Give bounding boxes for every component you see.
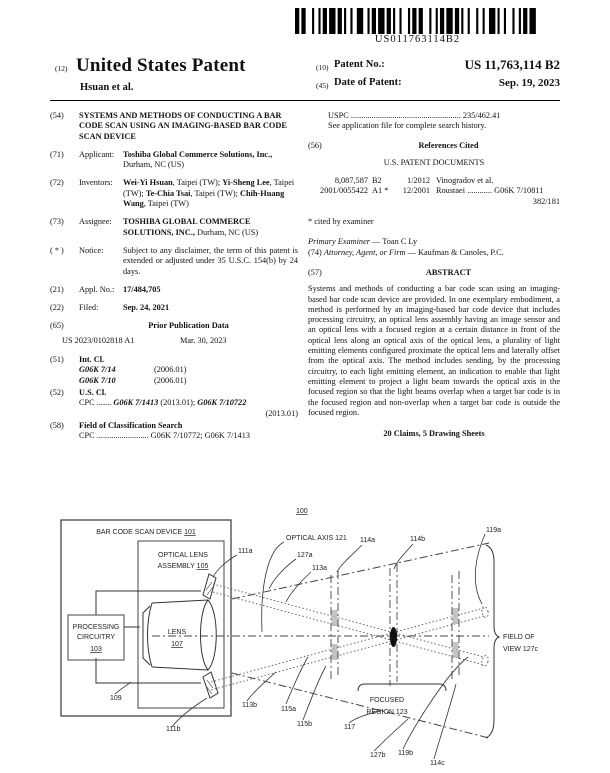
lens-label: LENS [167, 629, 187, 636]
barcode-number: US011763114B2 [374, 34, 461, 45]
section-field-of-search-58 [50, 421, 298, 442]
target-plane-114a [331, 571, 338, 680]
focused-region-brace [358, 684, 446, 691]
leader-114c [434, 684, 456, 759]
ref-date: 1/2012 [406, 176, 430, 186]
leader-114a [337, 545, 362, 572]
section-assignee-73 [50, 217, 298, 238]
fov-upper-edge-line [232, 543, 489, 599]
barcode [295, 8, 540, 45]
wire-to-bottom-led [96, 658, 201, 683]
references-heading: References Cited [418, 140, 479, 150]
field-of-view-label-line1: FIELD OF [503, 634, 535, 641]
patent-drawing [0, 500, 610, 773]
prior-pub-entry [62, 336, 298, 346]
reference-row [308, 186, 560, 196]
page-title: United States Patent [76, 55, 246, 76]
plane-lines [452, 571, 459, 680]
assembly-label-line2: ASSEMBLY 105 [157, 563, 209, 570]
ref-label-114b: 114b [410, 536, 426, 543]
leader-127b [374, 719, 408, 751]
section-abstract-57 [308, 268, 560, 278]
inventor-short-line: Hsuan et al. [80, 82, 134, 93]
ref-label-114c: 114c [430, 760, 445, 767]
ref-label-127b: 127b [370, 752, 386, 759]
applicant-label: Applicant: [79, 149, 115, 159]
left-column [50, 111, 298, 449]
led-111a [203, 574, 216, 599]
wire-to-top-led [96, 591, 201, 615]
section-applicant-71 [50, 150, 298, 171]
ref-label-113b: 113b [242, 702, 258, 709]
ref-label-optical-axis-121: OPTICAL AXIS 121 [286, 535, 347, 542]
ref-label-111b: 111b [166, 726, 181, 733]
cpc-code: G06K 7/10722 [197, 398, 247, 408]
beam-a-lower-line [213, 592, 484, 665]
lens-shape [148, 603, 153, 667]
ref-name: Roustaei ............ G06K 7/10811 [436, 186, 544, 196]
filed-value: Sep. 24, 2021 [123, 303, 170, 313]
section-tag: (21) [50, 284, 64, 294]
processing-label-line1: PROCESSING [72, 624, 120, 631]
uspc-value: 235/462.41 [462, 111, 501, 120]
leader-121 [262, 542, 284, 632]
uspc-line: USPC ..................................................... 235/462.41 [328, 111, 501, 120]
int-cl-code: G06K 7/14 [79, 365, 116, 375]
processing-label-line2: CIRCUITRY [77, 634, 115, 641]
ref-kind: B2 [372, 176, 382, 186]
search-history-note: See application file for complete search history. [328, 121, 487, 131]
inventor-name: Chih-Huang Wang [123, 188, 285, 209]
light-spot [332, 610, 338, 626]
field-search-heading: Field of Classification Search [79, 420, 183, 430]
field-of-view-brace [486, 545, 499, 738]
inventors-value: Wei-Yi Hsuan, Taipei (TW); Yi-Sheng Lee, Taipei (TW); Te-Chia Tsai, Taipei (TW); Chih-Huang Wang, Taipei (TW) [123, 178, 295, 209]
section-int-cl-51 [50, 355, 298, 386]
light-spot [453, 608, 459, 624]
header-divider [50, 100, 560, 101]
ref-label-119b: 119b [398, 750, 414, 757]
patent-no-tag: (10) [316, 63, 329, 72]
field-search-line: CPC ......................... G06K 7/10772; G06K 7/1413 [79, 431, 251, 441]
lens-biconvex [201, 600, 217, 670]
ref-label-111a: 111a [238, 548, 253, 555]
us-patent-documents-heading: U.S. PATENT DOCUMENTS [383, 157, 485, 167]
inventor-name: Wei-Yi Hsuan [123, 178, 173, 188]
abstract-text: Systems and methods of conducting a bar code scan using an imaging-based bar code scan device are provided. In one exemplary embodiment, a method is performed by an imaging-based bar code device that includes processing circuitry, an optical lens assembly having an image sensor and an optical lens with a focused region at a certain distance in front of the optical lens along an optical axis of the optical lens, a plurality of light emitting elements configured proximate the optical lens and laterally offset from the optical axis. The method includes sending, by the processing circuitry, to each light emitting element, an indication to enable that light emitting element to project a light beam towards the optical axis in the focused region so that the light beams overlap when a target bar code is in the focused region and non-overlap when a target bar code is outside the focused region. [308, 284, 560, 417]
ref-date: 12/2001 [402, 186, 430, 196]
int-cl-code: G06K 7/10 [79, 375, 116, 385]
assignee-value [123, 217, 298, 238]
kind-code-tag: (12) [55, 64, 68, 73]
assignee-location: Durham, NC (US) [194, 227, 259, 237]
patent-no-value: US 11,763,114 B2 [464, 57, 560, 72]
notice-label: Notice: [79, 245, 104, 255]
bar-code-scan-device-box [61, 520, 231, 716]
focused-region-label-line1: FOCUSED [369, 697, 405, 704]
appl-no-value: 17/484,705 [123, 284, 161, 294]
patent-no-label: Patent No.: [334, 59, 385, 70]
field-of-view-label-line2: VIEW 127c [503, 646, 539, 653]
applicant-location: Durham, NC (US) [123, 160, 185, 170]
target-plane-114b [390, 564, 397, 686]
int-cl-row [79, 376, 298, 386]
ref-label-115a: 115a [281, 706, 297, 713]
light-spot [453, 642, 459, 658]
section-tag: (54) [50, 111, 64, 120]
attorney-line: (74) Attorney, Agent, or Firm — Kaufman & Canoles, P.C. [308, 247, 504, 257]
prior-pub-heading: Prior Publication Data [148, 321, 229, 331]
int-cl-year: (2006.01) [154, 365, 187, 375]
section-tag: (52) [50, 387, 64, 397]
ref-label-115b: 115b [297, 721, 313, 728]
int-cl-year: (2006.01) [154, 375, 187, 385]
leader-127a [269, 559, 296, 589]
section-notice [50, 246, 298, 277]
leader-115a [286, 657, 308, 704]
date-of-patent-label: Date of Patent: [334, 77, 402, 88]
leader-109 [115, 682, 131, 694]
leader-115b [303, 666, 326, 720]
beam-b-upper-line [211, 608, 484, 682]
us-cl-cpc-line: CPC ....... G06K 7/1413 (2013.01); G06K 7/10722 [79, 398, 247, 408]
assignee-name: TOSHIBA GLOBAL COMMERCE SOLUTIONS, INC., [123, 217, 251, 237]
right-column [308, 111, 560, 439]
section-tag: (22) [50, 303, 64, 313]
ref-label-113a: 113a [312, 565, 328, 572]
focused-region-label-line2: REGION 123 [366, 709, 408, 716]
us-cl-heading: U.S. Cl. [79, 387, 107, 397]
ref-label-114a: 114a [360, 537, 376, 544]
leader-119b [403, 657, 468, 749]
us-cl-cpc-tail: (2013.01) [265, 408, 298, 418]
invention-title: SYSTEMS AND METHODS OF CONDUCTING A BAR CODE SCAN USING AN IMAGING-BASED BAR CODE SCAN DEVICE [79, 111, 287, 141]
beam-b-end-cap [481, 606, 489, 618]
ref-number: 8,087,587 [334, 176, 368, 186]
ref-label-119a: 119a [486, 527, 502, 534]
assembly-label-line1: OPTICAL LENS [158, 552, 208, 559]
section-tag: (73) [50, 217, 64, 227]
int-cl-heading: Int. Cl. [79, 355, 105, 365]
section-prior-pub-65 [50, 321, 298, 331]
section-tag: (56) [308, 140, 322, 150]
leader-111a [213, 555, 237, 577]
figure-number: 100 [296, 508, 308, 515]
device-box-label: BAR CODE SCAN DEVICE 101 [96, 529, 196, 536]
assignee-label: Assignee: [79, 217, 112, 227]
target-plane-114c [452, 571, 459, 680]
ref-label-127a: 127a [297, 552, 313, 559]
lens-label-num: 107 [171, 641, 183, 648]
plane-lines [390, 564, 397, 686]
section-appl-no-21 [50, 285, 298, 295]
beam-b-lower-line [211, 616, 484, 690]
ref-name: Vinogradov et al. [436, 176, 494, 186]
cited-by-examiner-note: * cited by examiner [308, 217, 374, 227]
date-of-patent-tag: (45) [316, 81, 329, 90]
prior-pub-number: US 2023/0102818 A1 [62, 335, 135, 345]
inventor-name: Te-Chia Tsai [145, 188, 191, 198]
beam-a-upper-line [213, 584, 484, 657]
section-tag: (57) [308, 267, 322, 277]
appl-no-label: Appl. No.: [79, 284, 115, 294]
ref-label-117: 117 [344, 724, 356, 731]
section-references-56 [308, 141, 560, 151]
section-tag: (71) [50, 149, 64, 159]
date-of-patent-value: Sep. 19, 2023 [498, 77, 560, 89]
ref-kind: A1 * [372, 186, 389, 196]
section-tag: (51) [50, 355, 64, 365]
prior-pub-date: Mar. 30, 2023 [180, 335, 227, 345]
claims-sheets-line: 20 Claims, 5 Drawing Sheets [383, 429, 485, 439]
focus-overlap-spot [390, 627, 397, 647]
ref-number: 2001/0055422 [320, 186, 368, 196]
filed-label: Filed: [79, 303, 99, 313]
section-filed-22 [50, 303, 298, 313]
notice-text: Subject to any disclaimer, the term of this patent is extended or adjusted under 35 U.S.C. 154(b) by 24 days. [123, 245, 298, 276]
primary-examiner-line: Primary Examiner — Toan C Ly [308, 237, 418, 247]
section-inventors-72 [50, 178, 298, 209]
section-tag: (65) [50, 321, 64, 331]
applicant-value [123, 150, 298, 171]
abstract-heading: ABSTRACT [425, 267, 472, 277]
inventor-name: Yi-Sheng Lee [222, 178, 270, 188]
inventors-label: Inventors: [79, 178, 113, 188]
ref-label-109: 109 [110, 695, 122, 702]
barcode-image [295, 8, 540, 34]
int-cl-row [79, 365, 298, 375]
cpc-code: G06K 7/1413 [113, 398, 159, 408]
section-title-54 [50, 111, 298, 142]
reference-row [308, 176, 560, 186]
leader-111b [172, 698, 207, 727]
light-spot [332, 644, 338, 660]
section-tag: ( * ) [50, 245, 64, 255]
ref-class-continued: 382/181 [532, 196, 560, 206]
section-tag: (72) [50, 178, 64, 188]
ref-class: G06K 7/10811 [494, 186, 544, 196]
processing-label-num: 103 [90, 646, 102, 653]
fov-lower-edge-line [232, 673, 489, 738]
applicant-name: Toshiba Global Commerce Solutions, Inc., [123, 149, 273, 159]
section-us-cl-52 [50, 388, 298, 419]
leader-113a [286, 572, 311, 602]
section-tag: (58) [50, 420, 64, 430]
